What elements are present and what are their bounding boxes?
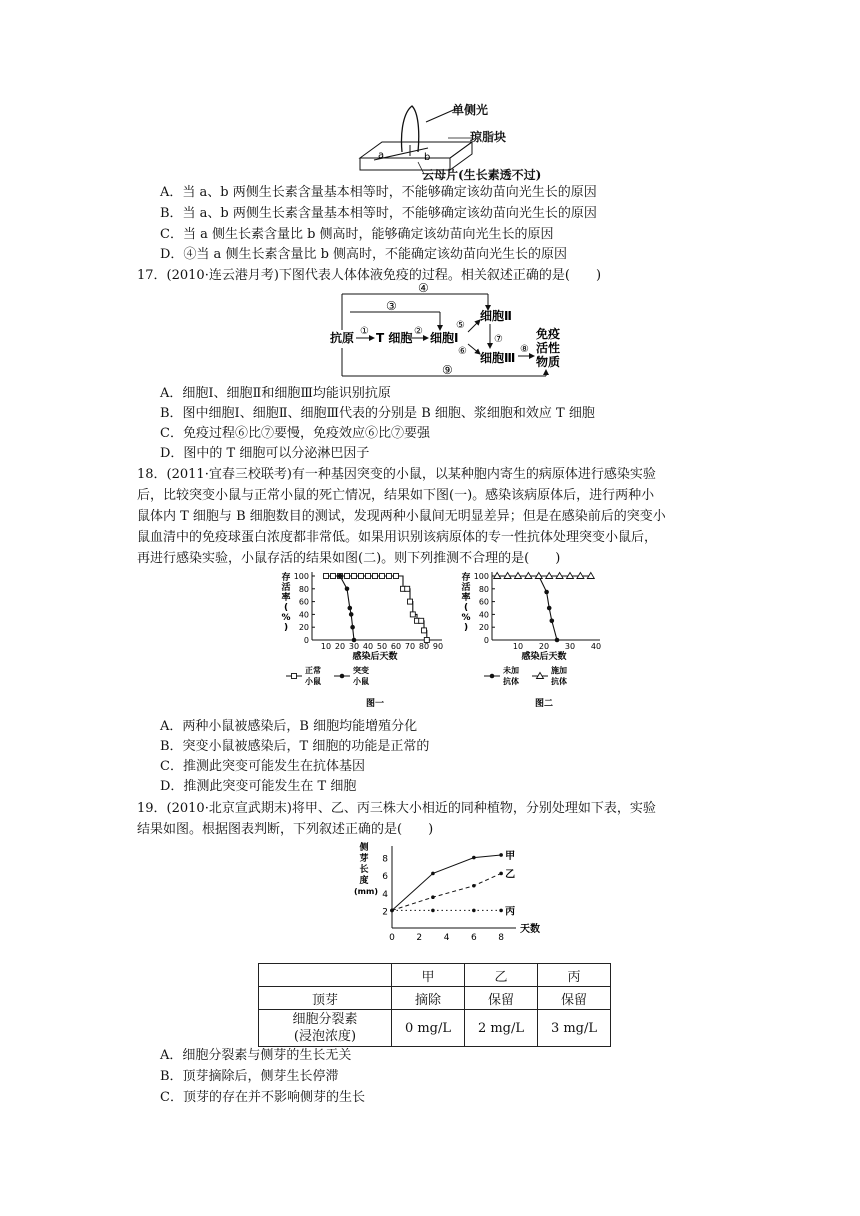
data-point bbox=[544, 590, 549, 595]
data-point bbox=[431, 872, 435, 876]
y-axis-label-char: 活 bbox=[461, 583, 471, 593]
legend-label: 正常 bbox=[305, 666, 321, 675]
q18-stem-line-4: 鼠血清中的免疫球蛋白浓度都非常低。如果用识别该病原体的专一性抗体处理突变小鼠后， bbox=[137, 530, 658, 545]
side-b-label: b bbox=[424, 152, 431, 163]
y-axis-label-char: ( bbox=[283, 603, 289, 613]
data-point bbox=[350, 625, 355, 630]
q19-stem-line-1: 19．(2010·北京宣武期末)将甲、乙、丙三株大小相近的同种植物，分别处理如下表，实验 bbox=[137, 801, 656, 816]
q18-option-a: A．两种小鼠被感染后，B 细胞均能增殖分化 bbox=[160, 719, 418, 734]
data-point bbox=[472, 884, 476, 888]
y-tick-label: 40 bbox=[298, 610, 309, 620]
active-label-3: 物质 bbox=[536, 355, 561, 369]
table-cell: 3 mg/L bbox=[538, 1010, 611, 1047]
x-tick-label: 50 bbox=[376, 642, 388, 651]
antigen-label: 抗原 bbox=[330, 331, 355, 345]
step-9: ⑨ bbox=[442, 363, 453, 377]
legend-label: 抗体 bbox=[503, 677, 519, 686]
data-point bbox=[380, 574, 385, 579]
data-point bbox=[366, 574, 371, 579]
data-point bbox=[331, 574, 336, 579]
tcell-label: T 细胞 bbox=[376, 331, 413, 345]
q16-option-c: C．当 a 侧生长素含量比 b 侧高时，能够确定该幼苗向光生长的原因 bbox=[160, 227, 554, 242]
data-point bbox=[424, 638, 429, 643]
data-point bbox=[324, 574, 329, 579]
q17-stem: 17．(2010·连云港月考)下图代表人体体液免疫的过程。相关叙述正确的是( ) bbox=[137, 268, 602, 283]
data-point bbox=[352, 574, 357, 579]
x-tick-label: 90 bbox=[432, 642, 444, 651]
y-tick-label: 60 bbox=[298, 597, 309, 607]
x-tick-label: 80 bbox=[418, 642, 430, 651]
data-point bbox=[348, 606, 353, 611]
table-row bbox=[259, 1010, 611, 1047]
active-label-1: 免疫 bbox=[536, 327, 561, 341]
q18-option-d: D．推测此突变可能发生在 T 细胞 bbox=[160, 779, 357, 794]
x-tick-label: 10 bbox=[320, 642, 332, 651]
survival-chart-1 bbox=[268, 566, 453, 716]
survival-chart-2 bbox=[460, 566, 610, 716]
table-cell: 保留 bbox=[465, 987, 538, 1010]
q16-option-a: A．当 a、b 两侧生长素含量基本相等时，不能够确定该幼苗向光生长的原因 bbox=[160, 185, 597, 200]
data-point bbox=[550, 619, 555, 624]
legend-label: 未加 bbox=[503, 666, 519, 675]
table-cell: 顶芽 bbox=[259, 987, 392, 1010]
q17-option-a: A．细胞Ⅰ、细胞Ⅱ和细胞Ⅲ均能识别抗原 bbox=[160, 386, 391, 401]
y-axis-label-char: 率 bbox=[281, 593, 291, 603]
y-tick-label: 100 bbox=[293, 572, 309, 581]
x-tick-label: 6 bbox=[470, 933, 477, 943]
series-label: 乙 bbox=[505, 869, 516, 881]
data-point bbox=[292, 674, 297, 679]
treatment-table bbox=[258, 963, 611, 1047]
y-axis-label-char: 长 bbox=[359, 865, 369, 875]
q19-stem-line-2: 结果如图。根据图表判断，下列叙述正确的是( ) bbox=[137, 822, 434, 837]
table-cell: 0 mg/L bbox=[392, 1010, 465, 1047]
y-tick-label: 20 bbox=[478, 623, 489, 633]
step-5: ⑤ bbox=[456, 320, 465, 331]
table-cell: 乙 bbox=[465, 964, 538, 987]
q18-stem-line-5: 再进行感染实验，小鼠存活的结果如图(二)。则下列推测不合理的是( ) bbox=[137, 551, 561, 566]
immune-flow-diagram bbox=[330, 282, 570, 382]
table-cell: 摘除 bbox=[392, 987, 465, 1010]
data-point bbox=[490, 674, 495, 679]
legend-label: 抗体 bbox=[551, 677, 567, 686]
q17-option-b: B．图中细胞Ⅰ、细胞Ⅱ、细胞Ⅲ代表的分别是 B 细胞、浆细胞和效应 T 细胞 bbox=[160, 406, 595, 421]
q18-option-b: B．突变小鼠被感染后，T 细胞的功能是正常的 bbox=[160, 739, 430, 754]
x-axis-label: 感染后天数 bbox=[521, 652, 567, 662]
y-tick-label: 4 bbox=[382, 889, 388, 900]
side-a-label: a bbox=[378, 150, 385, 161]
data-point bbox=[349, 612, 354, 617]
y-tick-label: 0 bbox=[303, 636, 309, 645]
x-tick-label: 8 bbox=[498, 933, 504, 943]
x-axis-label: 感染后天数 bbox=[352, 652, 398, 662]
q19-option-b: B．顶芽摘除后，侧芽生长停滞 bbox=[160, 1069, 339, 1084]
data-point bbox=[408, 599, 413, 604]
y-tick-label: 8 bbox=[382, 854, 388, 865]
y-tick-label: 60 bbox=[478, 597, 489, 607]
data-point bbox=[419, 618, 424, 623]
data-point bbox=[405, 586, 410, 591]
table-cell: 2 mg/L bbox=[465, 1010, 538, 1047]
y-tick-label: 0 bbox=[483, 636, 489, 645]
light-label: 单侧光 bbox=[452, 103, 489, 117]
legend-label: 突变 bbox=[353, 666, 369, 675]
cell1-label: 细胞Ⅰ bbox=[430, 331, 459, 345]
table-row bbox=[259, 964, 611, 987]
table-cell bbox=[259, 1010, 392, 1047]
series-label: 甲 bbox=[505, 850, 516, 862]
legend-label: 施加 bbox=[551, 666, 567, 675]
q16-option-d: D．④当 a 侧生长素含量比 b 侧高时，不能确定该幼苗向光生长的原因 bbox=[160, 247, 568, 262]
chart-title: 图二 bbox=[534, 699, 554, 709]
q17-option-d: D．图中的 T 细胞可以分泌淋巴因子 bbox=[160, 446, 370, 461]
y-axis-label-char: % bbox=[281, 613, 291, 623]
step-2: ② bbox=[414, 326, 423, 337]
table-cell bbox=[259, 964, 392, 987]
data-point bbox=[338, 574, 343, 579]
row-label-line-2: (浸泡浓度) bbox=[293, 1029, 357, 1044]
series-line bbox=[392, 855, 501, 910]
series-label: 丙 bbox=[505, 906, 516, 918]
x-tick-label: 40 bbox=[590, 642, 602, 651]
x-tick-label: 20 bbox=[538, 642, 550, 651]
data-point bbox=[373, 574, 378, 579]
table-cell: 丙 bbox=[538, 964, 611, 987]
y-tick-label: 6 bbox=[382, 872, 388, 883]
x-tick-label: 20 bbox=[334, 642, 346, 651]
y-tick-label: 40 bbox=[478, 610, 489, 620]
cell3-label: 细胞Ⅲ bbox=[480, 351, 516, 365]
table-cell: 甲 bbox=[392, 964, 465, 987]
data-point bbox=[352, 638, 357, 643]
row-label-line-1: 细胞分裂素 bbox=[292, 1012, 358, 1027]
series-line bbox=[392, 873, 501, 910]
x-tick-label: 30 bbox=[564, 642, 576, 651]
table-cell: 保留 bbox=[538, 987, 611, 1010]
y-tick-label: 20 bbox=[298, 623, 309, 633]
y-axis-label-char: ) bbox=[283, 623, 289, 633]
y-tick-label: 80 bbox=[478, 584, 489, 594]
y-axis-label-char: 活 bbox=[281, 583, 291, 593]
data-point bbox=[345, 587, 350, 592]
mica-label: 云母片(生长素透不过) bbox=[422, 168, 542, 182]
x-tick-label: 60 bbox=[390, 642, 402, 651]
x-tick-label: 4 bbox=[443, 933, 450, 943]
agar-label: 琼脂块 bbox=[470, 130, 507, 144]
y-axis-label-char: 存 bbox=[461, 573, 471, 583]
step-1: ① bbox=[360, 326, 369, 337]
data-point bbox=[422, 628, 427, 633]
cell2-label: 细胞Ⅱ bbox=[480, 309, 512, 323]
q19-option-c: C．顶芽的存在并不影响侧芽的生长 bbox=[160, 1090, 365, 1105]
step-4: ④ bbox=[418, 282, 429, 295]
y-tick-label: 80 bbox=[298, 584, 309, 594]
table-row bbox=[259, 987, 611, 1010]
data-point bbox=[499, 872, 503, 876]
x-tick-label: 10 bbox=[512, 642, 524, 651]
x-tick-label: 30 bbox=[348, 642, 360, 651]
y-axis-label-char: 存 bbox=[281, 573, 291, 583]
data-point bbox=[390, 909, 394, 913]
data-point bbox=[431, 895, 435, 899]
data-point bbox=[431, 909, 435, 913]
y-tick-label: 2 bbox=[382, 907, 388, 918]
y-axis-unit: (mm) bbox=[354, 887, 378, 896]
data-point bbox=[387, 574, 392, 579]
q18-stem-line-1: 18．(2011·宜春三校联考)有一种基因突变的小鼠，以某种胞内寄生的病原体进行感染实验 bbox=[137, 467, 656, 482]
data-point bbox=[345, 574, 350, 579]
legend-label: 小鼠 bbox=[353, 677, 369, 686]
q18-option-c: C．推测此突变可能发生在抗体基因 bbox=[160, 759, 365, 774]
q17-option-c: C．免疫过程⑥比⑦要慢，免疫效应⑥比⑦要强 bbox=[160, 426, 430, 441]
y-axis-label-char: 芽 bbox=[359, 854, 369, 864]
x-axis-label: 天数 bbox=[520, 924, 540, 935]
x-tick-label: 40 bbox=[362, 642, 374, 651]
data-point bbox=[472, 856, 476, 860]
y-axis-label-char: % bbox=[461, 613, 471, 623]
data-point bbox=[472, 909, 476, 913]
data-point bbox=[359, 574, 364, 579]
data-point bbox=[499, 853, 503, 857]
q19-option-a: A．细胞分裂素与侧芽的生长无关 bbox=[160, 1048, 352, 1063]
chart-title: 图一 bbox=[365, 699, 385, 709]
x-tick-label: 2 bbox=[416, 933, 423, 943]
q18-stem-line-2: 后，比较突变小鼠与正常小鼠的死亡情况，结果如下图(一)。感染该病原体后，进行两种小 bbox=[137, 488, 655, 503]
data-point bbox=[555, 638, 560, 643]
data-point bbox=[394, 574, 399, 579]
step-8: ⑧ bbox=[520, 344, 529, 355]
y-axis-label-char: 侧 bbox=[359, 843, 369, 853]
x-tick-label: 70 bbox=[404, 642, 416, 651]
step-6: ⑥ bbox=[458, 346, 467, 357]
bud-length-chart bbox=[350, 840, 540, 945]
step-3: ③ bbox=[386, 299, 397, 313]
data-point bbox=[547, 606, 552, 611]
y-tick-label: 100 bbox=[473, 572, 489, 581]
active-label-2: 活性 bbox=[536, 341, 561, 355]
y-axis-label-char: 率 bbox=[461, 593, 471, 603]
y-axis-label-char: ) bbox=[463, 623, 469, 633]
x-tick-label: 0 bbox=[389, 933, 395, 943]
y-axis-label-char: 度 bbox=[359, 876, 369, 886]
data-point bbox=[340, 674, 345, 679]
step-7: ⑦ bbox=[494, 334, 503, 345]
q18-stem-line-3: 鼠体内 T 细胞与 B 细胞数目的测试，发现两种小鼠间无明显差异；但是在感染前后的突变小 bbox=[137, 509, 666, 524]
data-point bbox=[499, 909, 503, 913]
series-line bbox=[326, 576, 427, 640]
data-point bbox=[410, 612, 415, 617]
legend-label: 小鼠 bbox=[305, 677, 321, 686]
y-axis-label-char: ( bbox=[463, 603, 469, 613]
q16-option-b: B．当 a、b 两侧生长素含量基本相等时，不能够确定该幼苗向光生长的原因 bbox=[160, 206, 597, 221]
